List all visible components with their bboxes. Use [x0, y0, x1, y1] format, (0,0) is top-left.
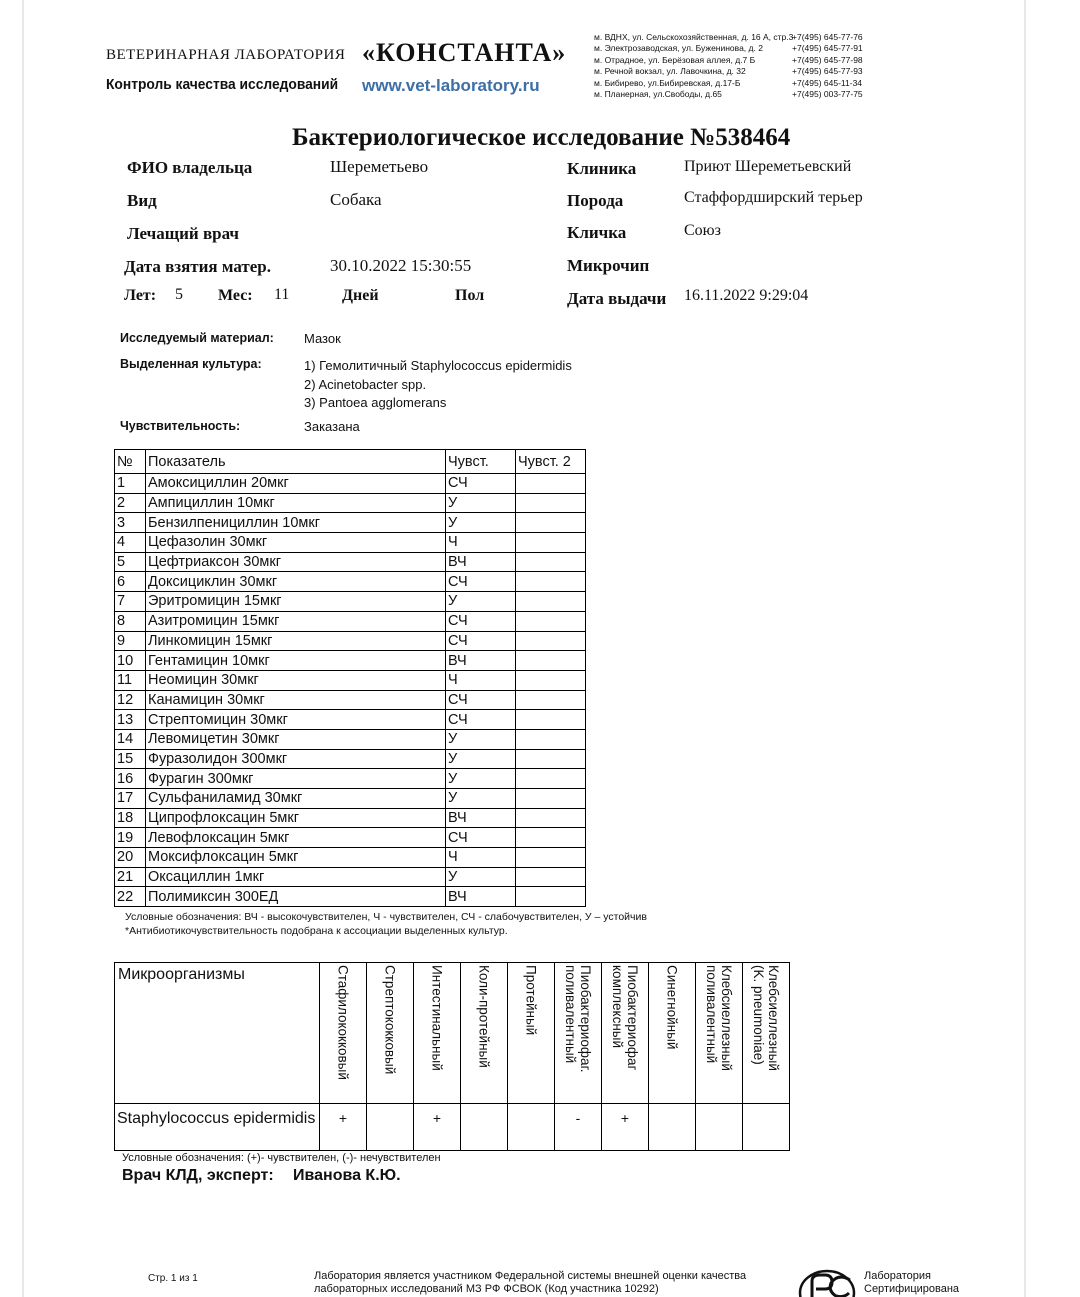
sensitivity2-value	[516, 592, 586, 612]
signature-name: Иванова К.Ю.	[293, 1167, 401, 1184]
lab-name: «КОНСТАНТА»	[362, 38, 567, 67]
row-number: 7	[115, 592, 146, 612]
material-value: Мазок	[304, 331, 341, 346]
sensitivity-value: СЧ	[446, 631, 516, 651]
years-label: Лет:	[124, 287, 157, 304]
address-line: м. ВДНХ, ул. Сельскохозяйственная, д. 16 А, стр.3	[594, 32, 794, 42]
table-row	[115, 533, 586, 553]
phage-name: Синегнойный	[664, 965, 680, 1050]
phage-column-header	[743, 963, 790, 1104]
phage-column-header	[320, 963, 367, 1104]
row-number: 1	[115, 474, 146, 494]
sensitivity-value: У	[446, 493, 516, 513]
table-row	[115, 592, 586, 612]
phage-result-cell: -	[555, 1104, 602, 1151]
microorganisms-header: Микроорганизмы	[115, 963, 320, 1104]
document-title: Бактериологическое исследование №538464	[292, 124, 791, 151]
owner-value: Шереметьево	[330, 157, 429, 176]
antibiogram-legend: Условные обозначения: ВЧ - высокочувствителен, Ч - чувствителен, СЧ - слабочувствителен, У – устойчив	[125, 911, 647, 923]
sensitivity-value: СЧ	[446, 611, 516, 631]
phage-column-header	[367, 963, 414, 1104]
row-number: 8	[115, 611, 146, 631]
table-row	[115, 848, 586, 868]
row-number: 17	[115, 789, 146, 809]
phage-name: Протейный	[523, 965, 539, 1036]
table-row	[115, 867, 586, 887]
lab-prefix: ВЕТЕРИНАРНАЯ ЛАБОРАТОРИЯ	[106, 47, 346, 63]
phone-line: +7(495) 003-77-75	[792, 89, 863, 100]
phage-name: Интестинальный	[429, 965, 445, 1071]
antibiotic-name: Фурагин 300мкг	[146, 769, 446, 789]
table-row	[115, 769, 586, 789]
sensitivity2-value	[516, 611, 586, 631]
signature-label: Врач КЛД, эксперт:	[122, 1167, 274, 1184]
phage-name: Стрептококковый	[382, 965, 398, 1075]
page-border-left	[22, 0, 24, 1297]
table-row	[115, 631, 586, 651]
antibiotic-name: Гентамицин 10мкг	[146, 651, 446, 671]
sensitivity-value: Ч	[446, 670, 516, 690]
row-number: 6	[115, 572, 146, 592]
phone-line: +7(495) 645-77-98	[792, 54, 863, 65]
row-number: 22	[115, 887, 146, 907]
antibiotic-name: Стрептомицин 30мкг	[146, 710, 446, 730]
table-row	[115, 611, 586, 631]
phage-name: Коли-протейный	[476, 965, 492, 1068]
sensitivity-value: СЧ	[446, 572, 516, 592]
col-number-header: №	[115, 450, 146, 474]
row-number: 21	[115, 867, 146, 887]
address-line: м. Речной вокзал, ул. Лавочкина, д. 32	[594, 66, 746, 77]
sensitivity-value: ВЧ	[446, 552, 516, 572]
table-row	[115, 493, 586, 513]
row-number: 19	[115, 828, 146, 848]
phage-result-cell	[367, 1104, 414, 1151]
sensitivity-value: У	[446, 867, 516, 887]
pet-name-value: Союз	[684, 222, 721, 239]
clinic-value: Приют Шереметьевский	[684, 158, 852, 175]
organism-name: Staphylococcus epidermidis	[115, 1104, 320, 1151]
address-list	[594, 32, 793, 100]
cert-line: Лаборатория	[864, 1270, 931, 1282]
phage-column-header	[696, 963, 743, 1104]
sensitivity-value: Ч	[446, 848, 516, 868]
phage-column-header	[414, 963, 461, 1104]
phage-name: Пиобактериофаг комплексный	[610, 965, 640, 1071]
doctor-label: Лечащий врач	[127, 224, 239, 243]
antibiotic-name: Фуразолидон 300мкг	[146, 749, 446, 769]
lab-subtitle: Контроль качества исследований	[106, 76, 339, 93]
table-row	[115, 749, 586, 769]
sensitivity2-value	[516, 572, 586, 592]
sensitivity-value: У	[446, 513, 516, 533]
row-number: 14	[115, 729, 146, 749]
footer-line: лабораторных исследований МЗ РФ ФСВОК (Код участника 10292)	[314, 1283, 659, 1295]
table-header-row	[115, 450, 586, 474]
sensitivity2-value	[516, 552, 586, 572]
certification-logo-icon	[798, 1265, 856, 1297]
phage-result-cell: +	[602, 1104, 649, 1151]
certification-text	[864, 1270, 959, 1296]
years-value: 5	[175, 286, 183, 303]
phage-name: Клебсиеллезный (K. pneumoniae)	[751, 965, 781, 1071]
phage-header-row	[115, 963, 790, 1104]
antibiotic-name: Левомицетин 30мкг	[146, 729, 446, 749]
phage-result-cell	[696, 1104, 743, 1151]
clinic-label: Клиника	[567, 159, 637, 178]
issue-date-label: Дата выдачи	[567, 289, 667, 308]
antibiotic-name: Оксациллин 1мкг	[146, 867, 446, 887]
table-row	[115, 789, 586, 809]
material-label: Исследуемый материал:	[120, 331, 274, 345]
sensitivity-value: У	[446, 749, 516, 769]
table-row	[115, 513, 586, 533]
phage-result-cell	[649, 1104, 696, 1151]
table-row	[115, 572, 586, 592]
table-row	[115, 552, 586, 572]
row-number: 15	[115, 749, 146, 769]
row-number: 16	[115, 769, 146, 789]
sensitivity2-value	[516, 493, 586, 513]
issue-date-value: 16.11.2022 9:29:04	[684, 287, 809, 304]
row-number: 2	[115, 493, 146, 513]
phage-column-header	[461, 963, 508, 1104]
antibiogram-note: *Антибиотикочувствительность подобрана к ассоциации выделенных культур.	[125, 925, 508, 937]
phone-list	[792, 32, 863, 100]
sensitivity2-value	[516, 533, 586, 553]
phage-result-cell: +	[320, 1104, 367, 1151]
culture-item: 3) Pantoea agglomerans	[304, 395, 447, 410]
antibiotic-name: Ципрофлоксацин 5мкг	[146, 808, 446, 828]
sensitivity-value: ВЧ	[446, 887, 516, 907]
owner-label: ФИО владельца	[127, 158, 253, 177]
address-line: м. Отрадное, ул. Берёзовая аллея, д.7 Б	[594, 54, 756, 65]
sensitivity2-value	[516, 690, 586, 710]
antibiotic-name: Сульфаниламид 30мкг	[146, 789, 446, 809]
table-row	[115, 690, 586, 710]
sensitivity-value: ВЧ	[446, 808, 516, 828]
culture-list	[304, 357, 572, 413]
page-number: Стр. 1 из 1	[148, 1273, 198, 1284]
sensitivity2-value	[516, 789, 586, 809]
antibiotic-name: Цефазолин 30мкг	[146, 533, 446, 553]
antibiotic-name: Полимиксин 300ЕД	[146, 887, 446, 907]
antibiotic-name: Ампициллин 10мкг	[146, 493, 446, 513]
address-line: м. Планерная, ул.Свободы, д.65	[594, 89, 722, 100]
antibiotic-name: Азитромицин 15мкг	[146, 611, 446, 631]
table-row	[115, 710, 586, 730]
phage-result-cell	[508, 1104, 555, 1151]
phage-result-cell: +	[414, 1104, 461, 1151]
row-number: 12	[115, 690, 146, 710]
sensitivity-value: Заказана	[304, 419, 360, 434]
sensitivity-value: СЧ	[446, 828, 516, 848]
footer-line: Лаборатория является участником Федеральной системы внешней оценки качества	[314, 1270, 747, 1282]
address-line: м. Электрозаводская, ул. Буженинова, д. 2	[594, 43, 763, 54]
phage-name: Стафилококковый	[335, 965, 351, 1080]
table-row	[115, 729, 586, 749]
sensitivity2-value	[516, 808, 586, 828]
months-value: 11	[274, 286, 290, 303]
breed-value: Стаффордширский терьер	[684, 189, 863, 206]
antibiotic-name: Линкомицин 15мкг	[146, 631, 446, 651]
antibiotic-name: Доксициклин 30мкг	[146, 572, 446, 592]
sensitivity2-value	[516, 867, 586, 887]
row-number: 5	[115, 552, 146, 572]
antibiotic-name: Левофлоксацин 5мкг	[146, 828, 446, 848]
sensitivity-value: У	[446, 729, 516, 749]
phage-column-header	[508, 963, 555, 1104]
antibiogram-table	[114, 449, 586, 907]
sample-date-label: Дата взятия матер.	[124, 257, 271, 276]
antibiotic-name: Канамицин 30мкг	[146, 690, 446, 710]
phage-legend: Условные обозначения: (+)- чувствителен, (-)- нечувствителен	[122, 1152, 441, 1164]
footer-text	[314, 1270, 746, 1296]
phage-name: Пиобактериофаг. поливалентный	[563, 965, 593, 1073]
phage-column-header	[602, 963, 649, 1104]
sensitivity2-value	[516, 729, 586, 749]
species-value: Собака	[330, 190, 382, 209]
sensitivity-value: У	[446, 592, 516, 612]
sensitivity2-value	[516, 651, 586, 671]
sensitivity-value: СЧ	[446, 690, 516, 710]
phage-table	[114, 962, 790, 1151]
phage-name: Клебсиеллезный поливалентный	[704, 965, 734, 1071]
row-number: 11	[115, 670, 146, 690]
phone-line: +7(495) 645-77-76	[792, 32, 863, 42]
sensitivity-value: СЧ	[446, 474, 516, 494]
sensitivity2-value	[516, 513, 586, 533]
lab-website: www.vet-laboratory.ru	[362, 76, 540, 95]
table-row	[115, 887, 586, 907]
sample-date-value: 30.10.2022 15:30:55	[330, 256, 472, 275]
row-number: 18	[115, 808, 146, 828]
table-row	[115, 651, 586, 671]
sensitivity2-value	[516, 749, 586, 769]
species-label: Вид	[127, 191, 157, 210]
antibiotic-name: Цефтриаксон 30мкг	[146, 552, 446, 572]
sensitivity-value: СЧ	[446, 710, 516, 730]
page-border-right	[1024, 0, 1026, 1297]
culture-item: 2) Acinetobacter spp.	[304, 376, 427, 392]
row-number: 13	[115, 710, 146, 730]
antibiotic-name: Моксифлоксацин 5мкг	[146, 848, 446, 868]
table-row	[115, 808, 586, 828]
phage-result-cell	[743, 1104, 790, 1151]
address-line: м. Бибирево, ул.Бибиревская, д.17-Б	[594, 77, 741, 88]
table-row	[115, 828, 586, 848]
row-number: 20	[115, 848, 146, 868]
antibiotic-name: Амоксициллин 20мкг	[146, 474, 446, 494]
antibiotic-name: Эритромицин 15мкг	[146, 592, 446, 612]
row-number: 4	[115, 533, 146, 553]
sensitivity-value: Ч	[446, 533, 516, 553]
pet-name-label: Кличка	[567, 223, 627, 242]
sensitivity2-value	[516, 631, 586, 651]
table-row	[115, 474, 586, 494]
phage-column-header	[555, 963, 602, 1104]
culture-item: 1) Гемолитичный Staphylococcus epidermidis	[304, 358, 572, 373]
days-label: Дней	[342, 287, 379, 304]
months-label: Мес:	[218, 287, 253, 304]
table-row	[115, 670, 586, 690]
row-number: 10	[115, 651, 146, 671]
sensitivity-value: У	[446, 789, 516, 809]
col-indicator-header: Показатель	[146, 450, 446, 474]
sensitivity2-value	[516, 769, 586, 789]
phone-line: +7(495) 645-77-93	[792, 66, 863, 77]
microchip-label: Микрочип	[567, 256, 650, 275]
row-number: 9	[115, 631, 146, 651]
sensitivity-value: У	[446, 769, 516, 789]
sensitivity-label: Чувствительность:	[120, 419, 241, 433]
sensitivity2-value	[516, 887, 586, 907]
sensitivity2-value	[516, 828, 586, 848]
phage-result-row	[115, 1104, 790, 1151]
antibiotic-name: Бензилпенициллин 10мкг	[146, 513, 446, 533]
sensitivity-value: ВЧ	[446, 651, 516, 671]
sensitivity2-value	[516, 710, 586, 730]
sensitivity2-value	[516, 474, 586, 494]
cert-line: Сертифицирована	[864, 1283, 960, 1295]
row-number: 3	[115, 513, 146, 533]
col-sens-header: Чувст.	[446, 450, 516, 474]
phone-line: +7(495) 645-11-34	[792, 77, 863, 88]
phage-column-header	[649, 963, 696, 1104]
phone-line: +7(495) 645-77-91	[792, 43, 863, 54]
breed-label: Порода	[567, 191, 624, 210]
col-sens2-header: Чувст. 2	[516, 450, 586, 474]
sensitivity2-value	[516, 670, 586, 690]
sensitivity2-value	[516, 848, 586, 868]
sex-label: Пол	[455, 287, 485, 304]
phage-result-cell	[461, 1104, 508, 1151]
antibiotic-name: Неомицин 30мкг	[146, 670, 446, 690]
culture-label: Выделенная культура:	[120, 357, 262, 371]
